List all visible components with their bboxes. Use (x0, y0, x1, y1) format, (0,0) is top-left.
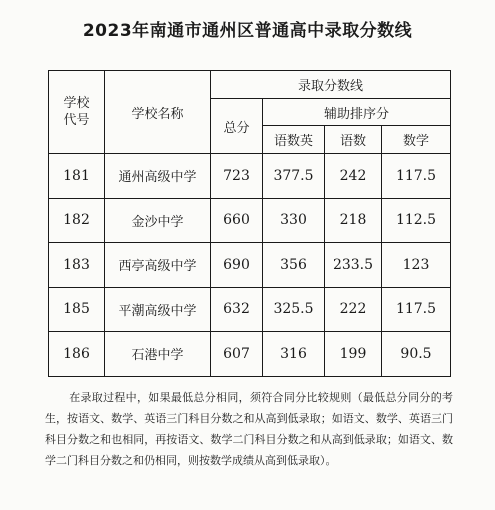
cell-school-name: 西亭高级中学 (105, 243, 211, 288)
cell-total: 607 (211, 332, 263, 377)
cell-ys: 242 (325, 154, 382, 199)
cell-school-name: 平潮高级中学 (105, 287, 211, 332)
cell-ys: 218 (325, 198, 382, 243)
cell-math: 117.5 (382, 287, 451, 332)
cell-yss: 325.5 (263, 287, 325, 332)
cell-school-name: 石港中学 (105, 332, 211, 377)
header-ys: 语数 (325, 126, 382, 154)
header-aux-score: 辅助排序分 (263, 99, 451, 126)
cell-school-code: 185 (49, 287, 105, 332)
cell-yss: 356 (263, 243, 325, 288)
table-row (49, 243, 451, 288)
cell-school-code: 186 (49, 332, 105, 377)
tie-break-note: 在录取过程中，如果最低总分相同，须符合同分比较规则（最低总分同分的考生，按语文、数学、英语三门科目分数之和从高到低录取；如语文、数学、英语三门科目分数之和也相同，再按语文、数学二门科目分数之和从高到低录取；如语文、数学二门科目分数之和仍相同，则按数学成绩从高到低录取）。 (45, 391, 453, 467)
cell-total: 723 (211, 154, 263, 199)
cell-yss: 377.5 (263, 154, 325, 199)
cell-math: 117.5 (382, 154, 451, 199)
header-admission-score: 录取分数线 (211, 71, 451, 99)
page-title: 2023年南通市通州区普通高中录取分数线 (82, 21, 413, 41)
cell-school-code: 181 (49, 154, 105, 199)
header-school-name: 学校名称 (105, 71, 211, 154)
cell-yss: 316 (263, 332, 325, 377)
table-row (49, 154, 451, 199)
cell-ys: 222 (325, 287, 382, 332)
cell-math: 112.5 (382, 198, 451, 243)
admission-score-table (48, 70, 451, 377)
cell-total: 632 (211, 287, 263, 332)
cell-total: 660 (211, 198, 263, 243)
cell-ys: 199 (325, 332, 382, 377)
header-yss: 语数英 (263, 126, 325, 154)
header-math: 数学 (382, 126, 451, 154)
header-total-score: 总分 (211, 99, 263, 154)
cell-ys: 233.5 (325, 243, 382, 288)
cell-school-name: 金沙中学 (105, 198, 211, 243)
header-school-code: 学校代号 (49, 71, 105, 154)
cell-school-code: 183 (49, 243, 105, 288)
table-row (49, 332, 451, 377)
table-row (49, 198, 451, 243)
cell-math: 90.5 (382, 332, 451, 377)
cell-school-name: 通州高级中学 (105, 154, 211, 199)
cell-school-code: 182 (49, 198, 105, 243)
cell-yss: 330 (263, 198, 325, 243)
table-row (49, 287, 451, 332)
cell-math: 123 (382, 243, 451, 288)
cell-total: 690 (211, 243, 263, 288)
